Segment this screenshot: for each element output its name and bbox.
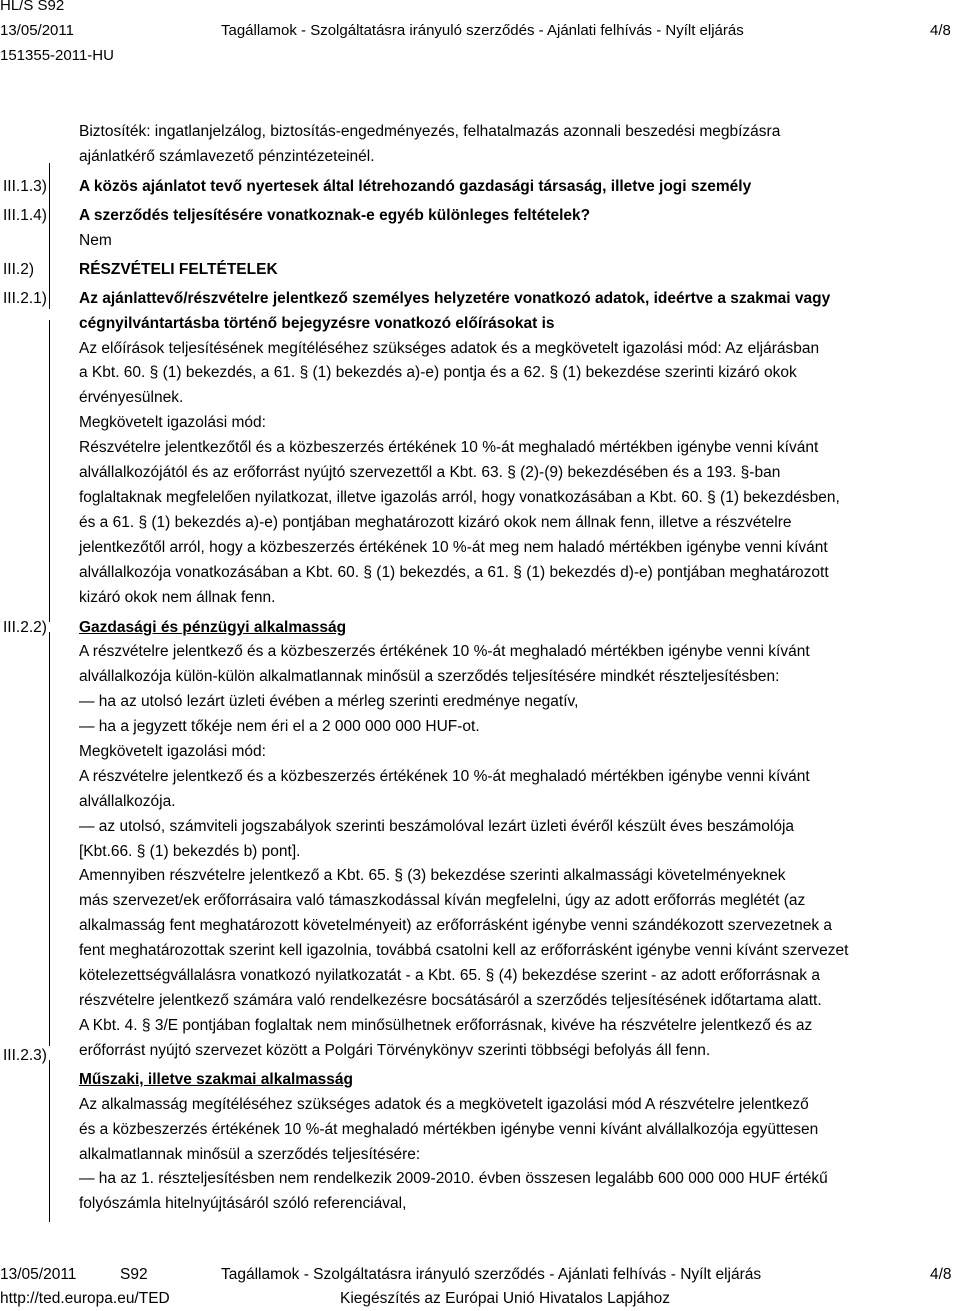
text-line: — ha a jegyzett tőkéje nem éri el a 2 000 000 000 HUF-ot. [79, 718, 480, 735]
section-label: III.2.3) [3, 1047, 47, 1064]
section-label: III.1.3) [3, 178, 47, 195]
text-line: más szervezet/ek erőforrásaira való támaszkodással kíván megfelelni, úgy az adott erőforrás meglétét (az [79, 892, 806, 909]
text-line: A közös ajánlatot tevő nyertesek által létrehozandó gazdasági társaság, illetve jogi személy [79, 178, 752, 195]
text-line: alvállalkozója külön-külön alkalmatlannak minősül a szerződés teljesítésére mindkét részteljesítésben: [79, 668, 780, 685]
text-line: — ha az 1. részteljesítésben nem rendelkezik 2009-2010. évben összesen legalább 600 000 000 HUF értékű [79, 1170, 828, 1187]
text-line: foglaltaknak megfelelően nyilatkozat, illetve igazolás arról, hogy vonatkozásában a Kbt. 60. § (1) bekezdésben, [79, 489, 840, 506]
left-rule-1 [49, 163, 50, 309]
header-ref: 151355-2011-HU [0, 47, 114, 64]
section-label: III.2.1) [3, 290, 47, 307]
section-label: III.2) [3, 261, 35, 278]
text-line: Megkövetelt igazolási mód: [79, 414, 266, 431]
subsection-heading: Műszaki, illetve szakmai alkalmasság [79, 1071, 353, 1088]
text-line: és a 61. § (1) bekezdés a)-e) pontjában meghatározott kizáró okok nem állnak fenn, illetve a részvételre [79, 514, 792, 531]
footer-date: 13/05/2011 [0, 1266, 77, 1283]
text-line: Biztosíték: ingatlanjelzálog, biztosítás-engedményezés, felhatalmazás azonnali beszedési megbízásra [79, 123, 781, 140]
text-line: alvállalkozójától és az erőforrást nyújtó szervezettől a Kbt. 63. § (2)-(9) bekezdésében és a 193. §-ban [79, 464, 781, 481]
doc-id: HL/S S92 [0, 0, 65, 14]
text-line: [Kbt.66. § (1) bekezdés b) pont]. [79, 843, 301, 860]
text-line: alvállalkozója. [79, 793, 176, 810]
text-line: Az ajánlattevő/részvételre jelentkező személyes helyzetére vonatkozó adatok, ideértve a szakmai vagy [79, 290, 831, 307]
text-line: A részvételre jelentkező és a közbeszerzés értékének 10 %-át meghaladó mértékben igénybe venni kívánt [79, 643, 810, 660]
subsection-heading: Gazdasági és pénzügyi alkalmasság [79, 619, 347, 636]
text-line: részvételre jelentkező számára való rendelkezésre bocsátásáról a szerződés teljesítésének időtartama alatt. [79, 992, 822, 1009]
text-line: kizáró okok nem állnak fenn. [79, 589, 276, 606]
header-title: Tagállamok - Szolgáltatásra irányuló szerződés - Ajánlati felhívás - Nyílt eljárás [221, 22, 744, 39]
text-line: ajánlatkérő számlavezető pénzintézeteinél. [79, 148, 375, 165]
footer-title: Tagállamok - Szolgáltatásra irányuló szerződés - Ajánlati felhívás - Nyílt eljárás [221, 1266, 762, 1283]
left-rule-4 [49, 1060, 50, 1222]
text-line: alkalmatlannak minősül a szerződés teljesítésére: [79, 1146, 421, 1163]
section-label: III.1.4) [3, 207, 47, 224]
left-rule-2 [49, 320, 50, 622]
header-date: 13/05/2011 [0, 22, 74, 39]
section-label: III.2.2) [3, 619, 47, 636]
left-rule-3 [49, 632, 50, 1046]
footer-journal: Kiegészítés az Európai Unió Hivatalos Lapjához [340, 1290, 670, 1307]
text-line: A részvételre jelentkező és a közbeszerzés értékének 10 %-át meghaladó mértékben igénybe venni kívánt [79, 768, 810, 785]
text-line: Amennyiben részvételre jelentkező a Kbt. 65. § (3) bekezdése szerinti alkalmassági követelményeknek [79, 867, 786, 884]
text-line: és a közbeszerzés értékének 10 %-át meghaladó mértékben igénybe venni kívánt alvállalkozója együttesen [79, 1121, 819, 1138]
footer-page: 4/8 [930, 1266, 952, 1283]
text-line: — az utolsó, számviteli jogszabályok szerinti beszámolóval lezárt üzleti évéről készült éves beszámolója [79, 818, 795, 835]
text-line: Nem [79, 232, 112, 249]
text-line: erőforrást nyújtó szervezet között a Polgári Törvénykönyv szerinti többségi befolyás áll fenn. [79, 1042, 711, 1059]
text-line: fent meghatározottak szerint kell igazolnia, továbbá csatolni kell az erőforrásként igénybe venni kívánt szervezet [79, 942, 849, 959]
text-line: alkalmasság fent meghatározott követelményeit) az erőforrásként igénybe venni szándékozott szervezetnek a [79, 917, 833, 934]
footer-url[interactable]: http://ted.europa.eu/TED [0, 1290, 170, 1307]
text-line: a Kbt. 60. § (1) bekezdés, a 61. § (1) bekezdés a)-e) pontja és a 62. § (1) bekezdése szerinti kizáró okok [79, 364, 797, 381]
text-line: cégnyilvántartásba történő bejegyzésre vonatkozó előírásokat is [79, 315, 555, 332]
text-line: A szerződés teljesítésére vonatkoznak-e egyéb különleges feltételek? [79, 207, 591, 224]
text-line: Megkövetelt igazolási mód: [79, 743, 266, 760]
text-line: alvállalkozója vonatkozásában a Kbt. 60. § (1) bekezdés, a 61. § (1) bekezdés d)-e) pontjában meghatározott [79, 564, 829, 581]
text-line: Az előírások teljesítésének megítéléséhez szükséges adatok és a megkövetelt igazolási mód: Az eljárásban [79, 340, 820, 357]
text-line: Részvételre jelentkezőtől és a közbeszerzés értékének 10 %-át meghaladó mértékben igénybe venni kívánt [79, 439, 819, 456]
text-line: kötelezettségvállalásra vonatkozó nyilatkozatát - a Kbt. 65. § (4) bekezdése szerint - az adott erőforrásnak a [79, 967, 820, 984]
text-line: Az alkalmasság megítéléséhez szükséges adatok és a megkövetelt igazolási mód A részvételre jelentkező [79, 1096, 809, 1113]
text-line: jelentkezőtől arról, hogy a közbeszerzés értékének 10 %-át meg nem haladó mértékben igénybe venni kívánt [79, 539, 828, 556]
text-line: RÉSZVÉTELI FELTÉTELEK [79, 261, 278, 278]
text-line: A Kbt. 4. § 3/E pontjában foglaltak nem minősülhetnek erőforrásnak, kivéve ha részvételre jelentkező és az [79, 1017, 813, 1034]
footer-doc: S92 [120, 1266, 148, 1283]
text-line: — ha az utolsó lezárt üzleti évében a mérleg szerinti eredménye negatív, [79, 693, 579, 710]
header-page: 4/8 [930, 22, 951, 39]
text-line: folyószámla hitelnyújtásáról szóló referenciával, [79, 1195, 407, 1212]
text-line: érvényesülnek. [79, 389, 184, 406]
